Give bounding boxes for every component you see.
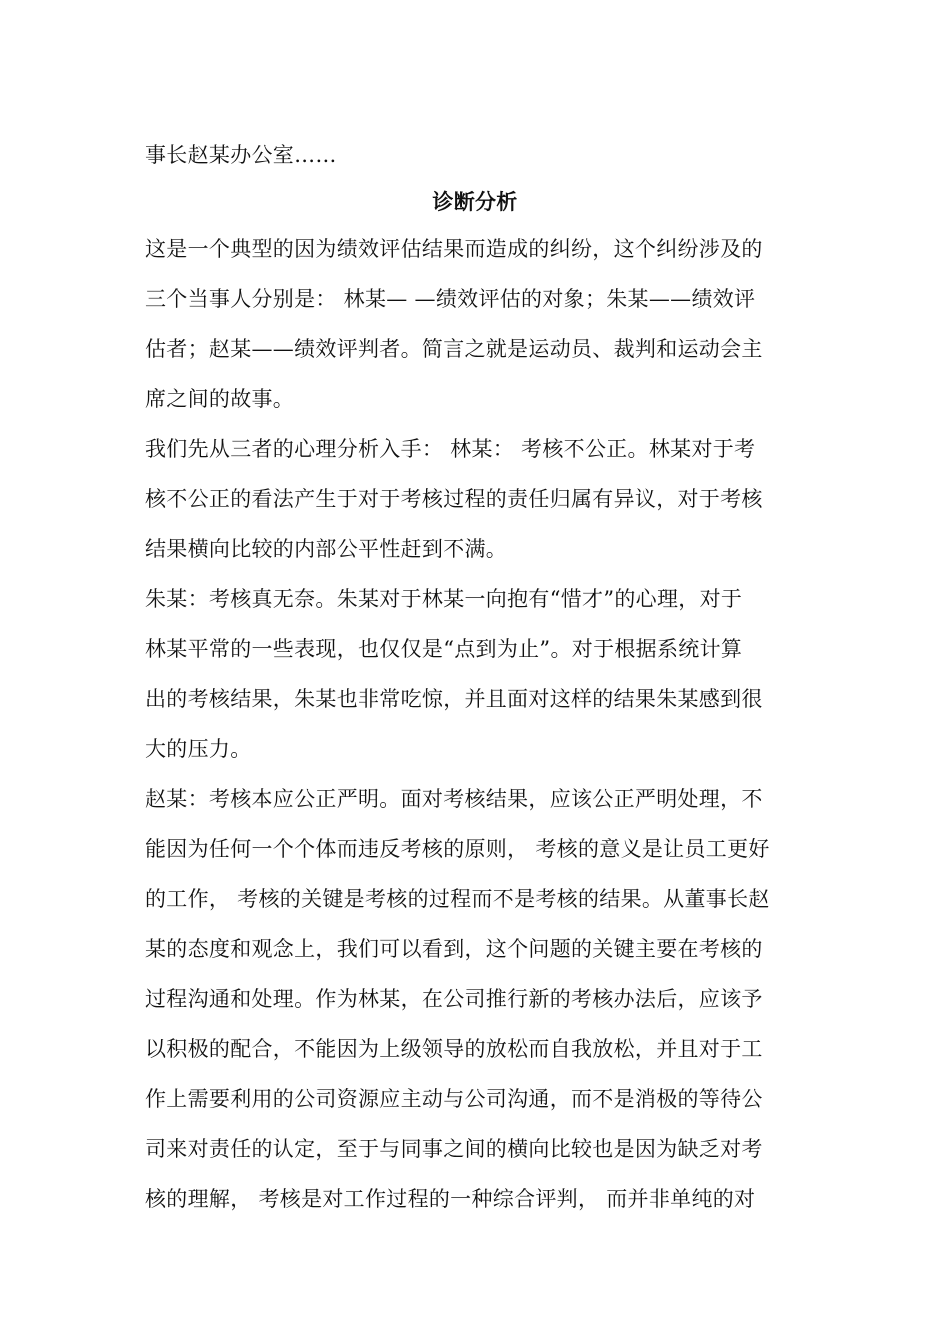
- body-line: 朱某：考核真无奈。朱某对于林某一向抱有“惜才”的心理，对于: [145, 587, 743, 611]
- body-line: 以积极的配合，不能因为上级领导的放松而自我放松，并且对于工: [145, 1037, 763, 1061]
- body-line: 我们先从三者的心理分析入手： 林某： 考核不公正。林某对于考: [145, 437, 756, 461]
- body-line: 林某平常的一些表现，也仅仅是“点到为止”。对于根据系统计算: [145, 637, 743, 661]
- body-line: 大的压力。: [145, 737, 252, 761]
- body-line: 作上需要利用的公司资源应主动与公司沟通，而不是消极的等待公: [145, 1087, 763, 1111]
- body-line: 结果横向比较的内部公平性赶到不满。: [145, 537, 508, 561]
- body-line: 出的考核结果，朱某也非常吃惊，并且面对这样的结果朱某感到很: [145, 687, 763, 711]
- body-line: 核不公正的看法产生于对于考核过程的责任归属有异议，对于考核: [145, 487, 763, 511]
- body-line: 司来对责任的认定，至于与同事之间的横向比较也是因为缺乏对考: [145, 1137, 763, 1161]
- body-line: 席之间的故事。: [145, 387, 295, 411]
- body-line: 核的理解， 考核是对工作过程的一种综合评判， 而并非单纯的对: [145, 1187, 756, 1211]
- body-line: 这是一个典型的因为绩效评估结果而造成的纠纷，这个纠纷涉及的: [145, 237, 763, 261]
- body-line: 的工作， 考核的关键是考核的过程而不是考核的结果。从董事长赵: [145, 887, 770, 911]
- body-line: 某的态度和观念上，我们可以看到，这个问题的关键主要在考核的: [145, 937, 763, 961]
- body-line: 能因为任何一个个体而违反考核的原则， 考核的意义是让员工更好: [145, 837, 770, 861]
- section-heading: 诊断分析: [432, 190, 518, 214]
- body-line: 事长赵某办公室……: [145, 143, 337, 167]
- body-line: 三个当事人分别是： 林某— —绩效评估的对象；朱某——绩效评: [145, 287, 756, 311]
- body-line: 赵某：考核本应公正严明。面对考核结果，应该公正严明处理，不: [145, 787, 763, 811]
- body-line: 估者；赵某——绩效评判者。简言之就是运动员、裁判和运动会主: [145, 337, 763, 361]
- document-body: [145, 130, 805, 1224]
- body-line: 过程沟通和处理。作为林某，在公司推行新的考核办法后，应该予: [145, 987, 763, 1011]
